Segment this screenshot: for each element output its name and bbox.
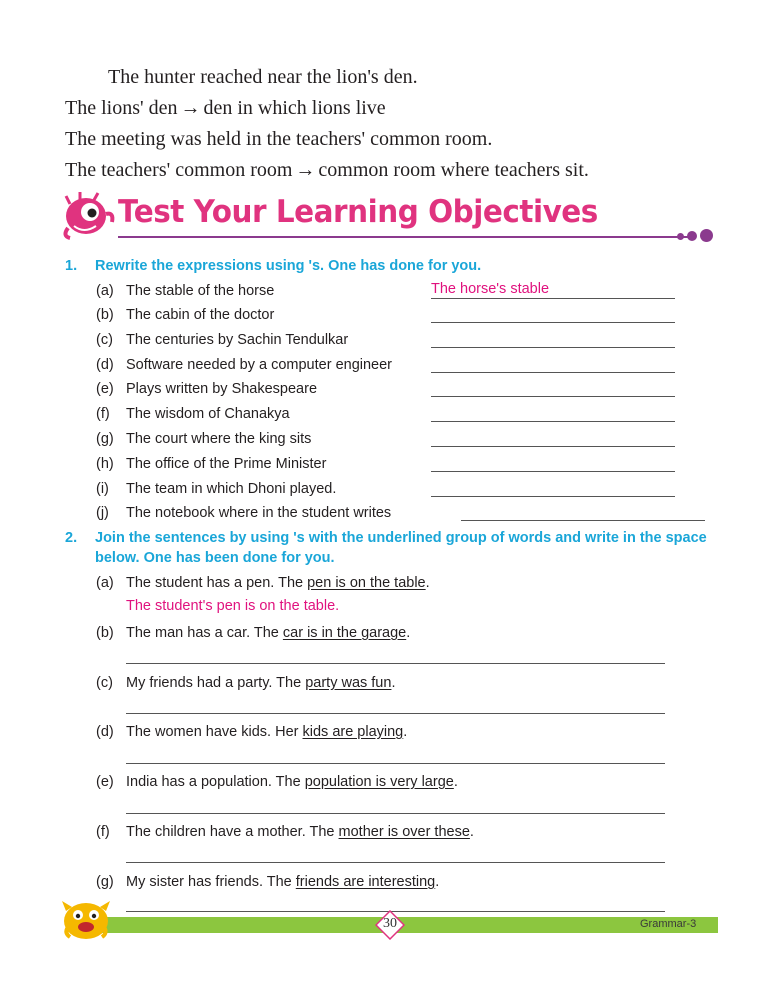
item-label: (i) [96, 481, 109, 497]
item-label: (e) [96, 774, 114, 790]
underlined-phrase: kids are playing [302, 724, 404, 740]
answer-line[interactable] [126, 862, 665, 863]
answer-line[interactable] [431, 372, 675, 373]
answer-line[interactable] [126, 713, 665, 714]
item-label: (f) [96, 824, 110, 840]
section-banner [60, 192, 720, 244]
item-text: The notebook where in the student writes [126, 505, 392, 521]
monster-mascot-icon [60, 192, 116, 242]
answer-line[interactable] [431, 496, 675, 497]
intro-line-1: The hunter reached near the lion's den. [108, 66, 418, 88]
answer-line[interactable] [126, 763, 665, 764]
banner-dot [687, 231, 697, 241]
item-label: (c) [96, 332, 113, 348]
arrow-icon: → [180, 97, 201, 119]
answer-line[interactable] [461, 520, 705, 521]
item-text: Plays written by Shakespeare [126, 381, 318, 397]
answer-line[interactable] [431, 298, 675, 299]
item-text: The office of the Prime Minister [126, 456, 327, 472]
banner-title: Test Your Learning Objectives [118, 194, 598, 230]
underlined-phrase: mother is over these [338, 824, 470, 840]
arrow-icon: → [295, 159, 316, 181]
question-number: 2. [65, 530, 78, 546]
item-label: (d) [96, 357, 114, 373]
question-2 [65, 528, 755, 568]
item-text: The student has a pen. The pen is on the table. [126, 575, 430, 591]
item-text: The court where the king sits [126, 431, 312, 447]
item-text: The children have a mother. The mother is over these. [126, 824, 474, 840]
item-text: The centuries by Sachin Tendulkar [126, 332, 349, 348]
item-label: (d) [96, 724, 114, 740]
banner-rule [118, 236, 690, 238]
item-label: (h) [96, 456, 114, 472]
item-label: (a) [96, 283, 114, 299]
underlined-phrase: friends are interesting [295, 874, 436, 890]
answer-line[interactable] [431, 421, 675, 422]
answer-line[interactable] [431, 471, 675, 472]
item-text: The women have kids. Her kids are playing. [126, 724, 408, 740]
item-label: (e) [96, 381, 114, 397]
intro-line-2-right: den in which lions live [203, 97, 386, 119]
sample-answer: The horse's stable [431, 281, 550, 297]
underlined-phrase: population is very large [304, 774, 454, 790]
intro-line-4 [65, 158, 589, 182]
item-label: (c) [96, 675, 113, 691]
item-label: (f) [96, 406, 110, 422]
item-label: (g) [96, 874, 114, 890]
question-instruction-line-2: below. One has been done for you. [95, 550, 335, 566]
item-text: My friends had a party. The party was fun. [126, 675, 396, 691]
question-number: 1. [65, 258, 78, 274]
sample-answer: The student's pen is on the table. [126, 598, 340, 614]
item-text: Software needed by a computer engineer [126, 357, 393, 373]
intro-line-4-left: The teachers' common room [65, 159, 293, 181]
answer-line[interactable] [431, 396, 675, 397]
answer-line[interactable] [431, 347, 675, 348]
question-instruction-line-1: Join the sentences by using 's with the underlined group of words and write in the space [95, 530, 707, 546]
item-text: The man has a car. The car is in the garage. [126, 625, 411, 641]
item-label: (a) [96, 575, 114, 591]
answer-line[interactable] [431, 446, 675, 447]
item-label: (j) [96, 505, 109, 521]
item-text: The stable of the horse [126, 283, 275, 299]
monster-mascot-footer-icon [60, 897, 112, 941]
banner-dot [677, 233, 684, 240]
item-label: (b) [96, 307, 114, 323]
item-text: The cabin of the doctor [126, 307, 275, 323]
item-label: (g) [96, 431, 114, 447]
answer-line[interactable] [126, 663, 665, 664]
answer-line[interactable] [431, 322, 675, 323]
intro-line-3: The meeting was held in the teachers' common room. [65, 128, 493, 150]
intro-line-4-right: common room where teachers sit. [318, 159, 589, 181]
item-text: The team in which Dhoni played. [126, 481, 337, 497]
question-1 [65, 256, 745, 276]
item-text: My sister has friends. The friends are interesting. [126, 874, 440, 890]
underlined-phrase: car is in the garage [282, 625, 407, 641]
page-number: 30 [383, 916, 397, 931]
intro-line-2 [65, 96, 386, 120]
book-name: Grammar-3 [640, 918, 697, 930]
item-text: India has a population. The population is very large. [126, 774, 458, 790]
item-text: The wisdom of Chanakya [126, 406, 290, 422]
answer-line[interactable] [126, 813, 665, 814]
banner-dot [700, 229, 713, 242]
underlined-phrase: party was fun [305, 675, 392, 691]
intro-line-2-left: The lions' den [65, 97, 178, 119]
item-label: (b) [96, 625, 114, 641]
underlined-phrase: pen is on the table [307, 575, 426, 591]
question-instruction: Rewrite the expressions using 's. One has done for you. [95, 258, 482, 274]
